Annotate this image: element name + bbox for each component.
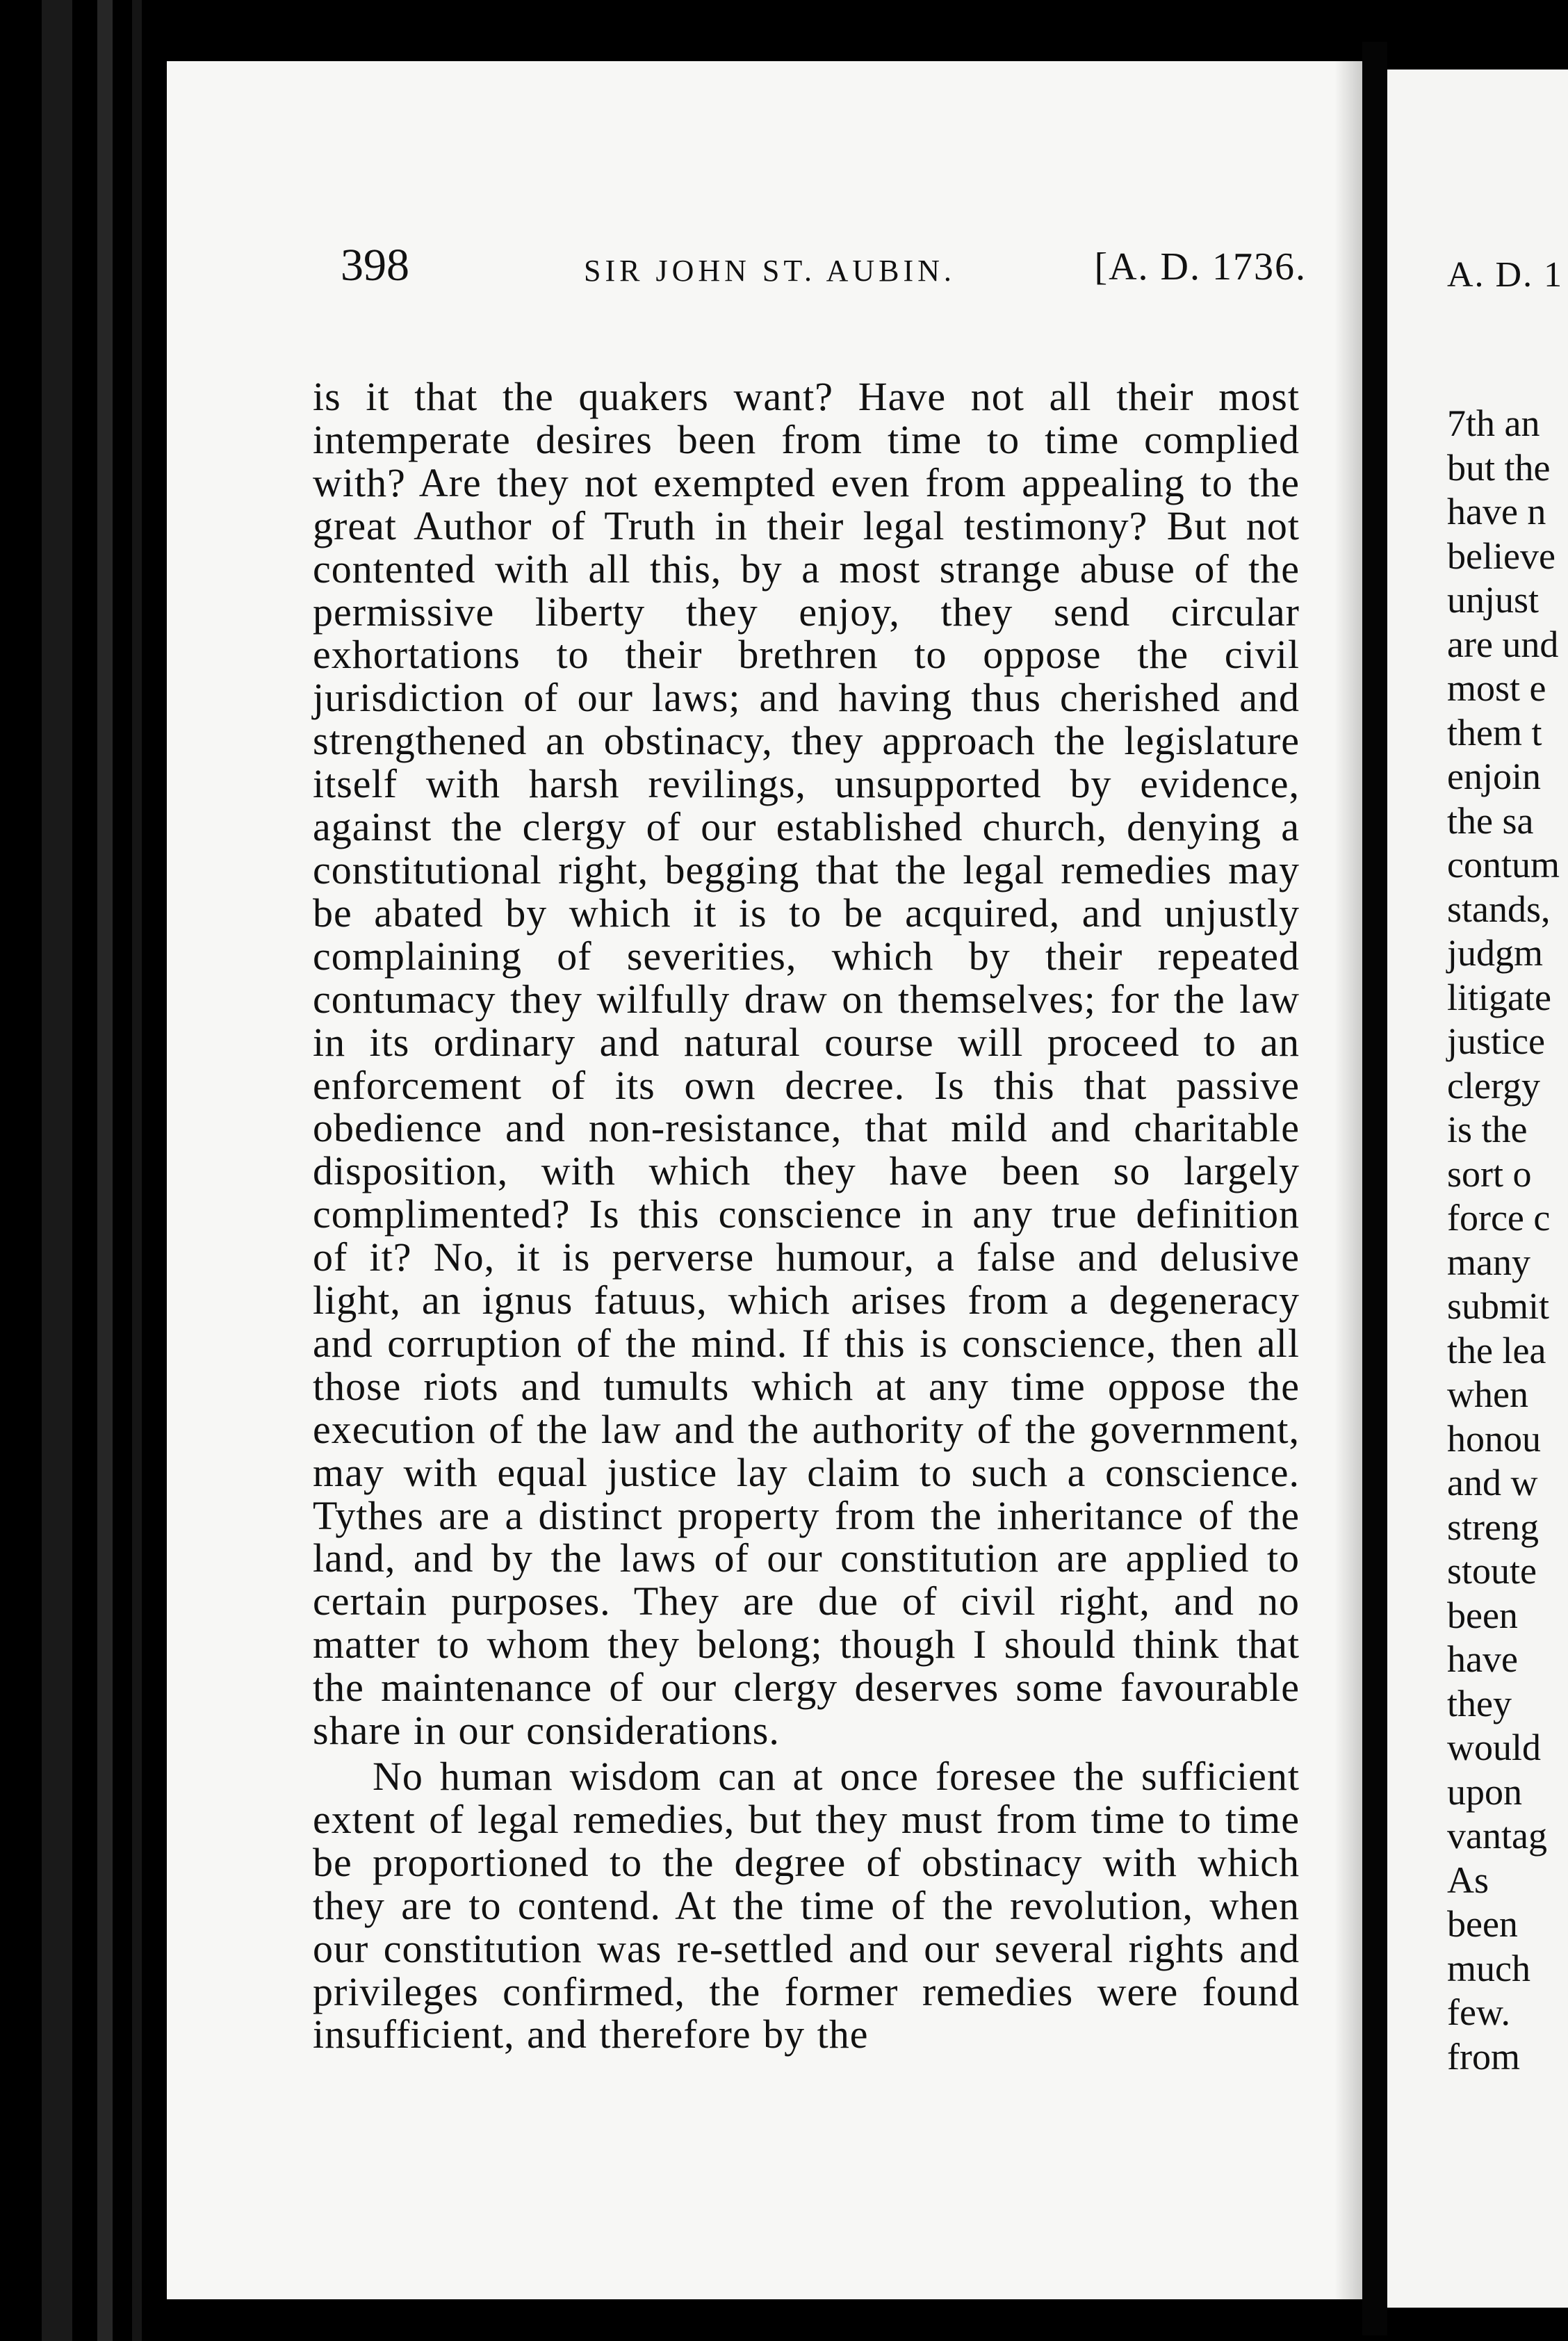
- paragraph-continued: is it that the quakers want? Have not all their most intemperate desires been from time to time complied with? Are they not exempted even from appealing to the great Author of Truth in their legal testimony? But not contented with all this, by a most strange abuse of the permissive liberty they enjoy, they send circular exhortations to their brethren to oppose the civil jurisdiction of our laws; and having thus cherished and strengthened an obstinacy, they approach the legislature itself with harsh revilings, unsupported by evidence, against the clergy of our established church, denying a constitutional right, begging that the legal remedies may be abated by which it is to be acquired, and unjustly complaining of severities, which by their repeated contumacy they wilfully draw on themselves; for the law in its ordinary and natural course will proceed to an enforcement of its own decree. Is this that passive obedience and non-resistance, that mild and charitable disposition, with which they have been so largely complimented? Is this conscience in any true definition of it? No, it is perverse humour, a false and delusive light, an ignus fatuus, which arises from a degeneracy and corruption of the mind. If this is conscience, then all those riots and tumults which at any time oppose the execution of the law and the authority of the government, may with equal justice lay claim to such a conscience. Tythes are a distinct property from the inheritance of the land, and by the laws of our constitution are applied to certain purposes. They are due of civil right, and no matter to whom they belong; though I should think that the maintenance of our clergy deserves some favourable share in our considerations.: [313, 374, 1300, 1754]
- date-range: [A. D. 1736.: [1094, 245, 1307, 288]
- page-gutter: [1362, 42, 1387, 2335]
- right-page-line: been: [1447, 1594, 1518, 1636]
- right-page-line: sort o: [1447, 1152, 1532, 1195]
- right-page-line: many: [1447, 1241, 1530, 1283]
- right-page-line: the sa: [1447, 799, 1534, 842]
- right-page-line: stoute: [1447, 1550, 1537, 1592]
- page-number: 398: [341, 240, 409, 291]
- right-page-line: upon: [1447, 1770, 1522, 1813]
- page-header: [341, 232, 1307, 316]
- right-page-line: much: [1447, 1947, 1530, 1989]
- right-page-line: they: [1447, 1682, 1512, 1724]
- right-page-line: when: [1447, 1373, 1528, 1415]
- right-page-line: justice: [1447, 1020, 1545, 1062]
- right-page-text: [1447, 402, 1560, 2079]
- right-page-line: have n: [1447, 491, 1546, 532]
- right-page-line: enjoin: [1447, 756, 1541, 797]
- right-page-line: litigate: [1447, 976, 1551, 1018]
- right-page-line: As: [1447, 1859, 1489, 1901]
- right-page-header: A. D. 1: [1447, 255, 1564, 295]
- right-page-line: and w: [1447, 1462, 1538, 1503]
- right-page-line: 7th an: [1447, 402, 1540, 444]
- right-page-line: few.: [1447, 1991, 1510, 2033]
- right-page-line: would: [1447, 1727, 1541, 1768]
- left-book-page: [167, 61, 1362, 2299]
- right-page-line: most e: [1447, 667, 1546, 709]
- right-page-line: the lea: [1447, 1329, 1546, 1371]
- right-page-line: contum: [1447, 844, 1560, 886]
- right-page-line: submit: [1447, 1285, 1550, 1327]
- right-book-page: [1387, 70, 1568, 2308]
- right-page-line: are und: [1447, 623, 1559, 665]
- right-page-line: honou: [1447, 1417, 1541, 1460]
- right-page-line: clergy: [1447, 1064, 1540, 1107]
- right-page-line: but the: [1447, 446, 1551, 489]
- book-edge-stripe: [132, 0, 142, 2341]
- right-page-line: streng: [1447, 1506, 1539, 1548]
- right-page-line: vantag: [1447, 1815, 1547, 1857]
- right-page-line: have: [1447, 1638, 1518, 1680]
- right-page-line: from: [1447, 2035, 1520, 2078]
- right-page-line: stands,: [1447, 888, 1551, 930]
- body-text: [313, 375, 1300, 2056]
- book-edge-stripe: [97, 0, 113, 2341]
- book-edge-stripe: [42, 0, 72, 2341]
- right-page-line: been: [1447, 1903, 1518, 1945]
- right-page-line: them t: [1447, 711, 1542, 753]
- right-page-line: judgm: [1447, 932, 1544, 974]
- right-page-line: force c: [1447, 1197, 1551, 1239]
- running-title: SIR JOHN ST. AUBIN.: [584, 254, 956, 288]
- paragraph: No human wisdom can at once foresee the sufficient extent of legal remedies, but they must from time to time be proportioned to the degree of obstinacy with which they are to contend. At the time of the revolution, when our constitution was re-settled and our several rights and privileges confirmed, the former remedies were found insufficient, and therefore by the: [313, 1754, 1300, 2057]
- gutter-shadow: [1334, 61, 1362, 2299]
- right-page-line: unjust: [1447, 579, 1540, 621]
- right-page-line: is the: [1447, 1109, 1528, 1150]
- right-page-line: believe: [1447, 535, 1555, 577]
